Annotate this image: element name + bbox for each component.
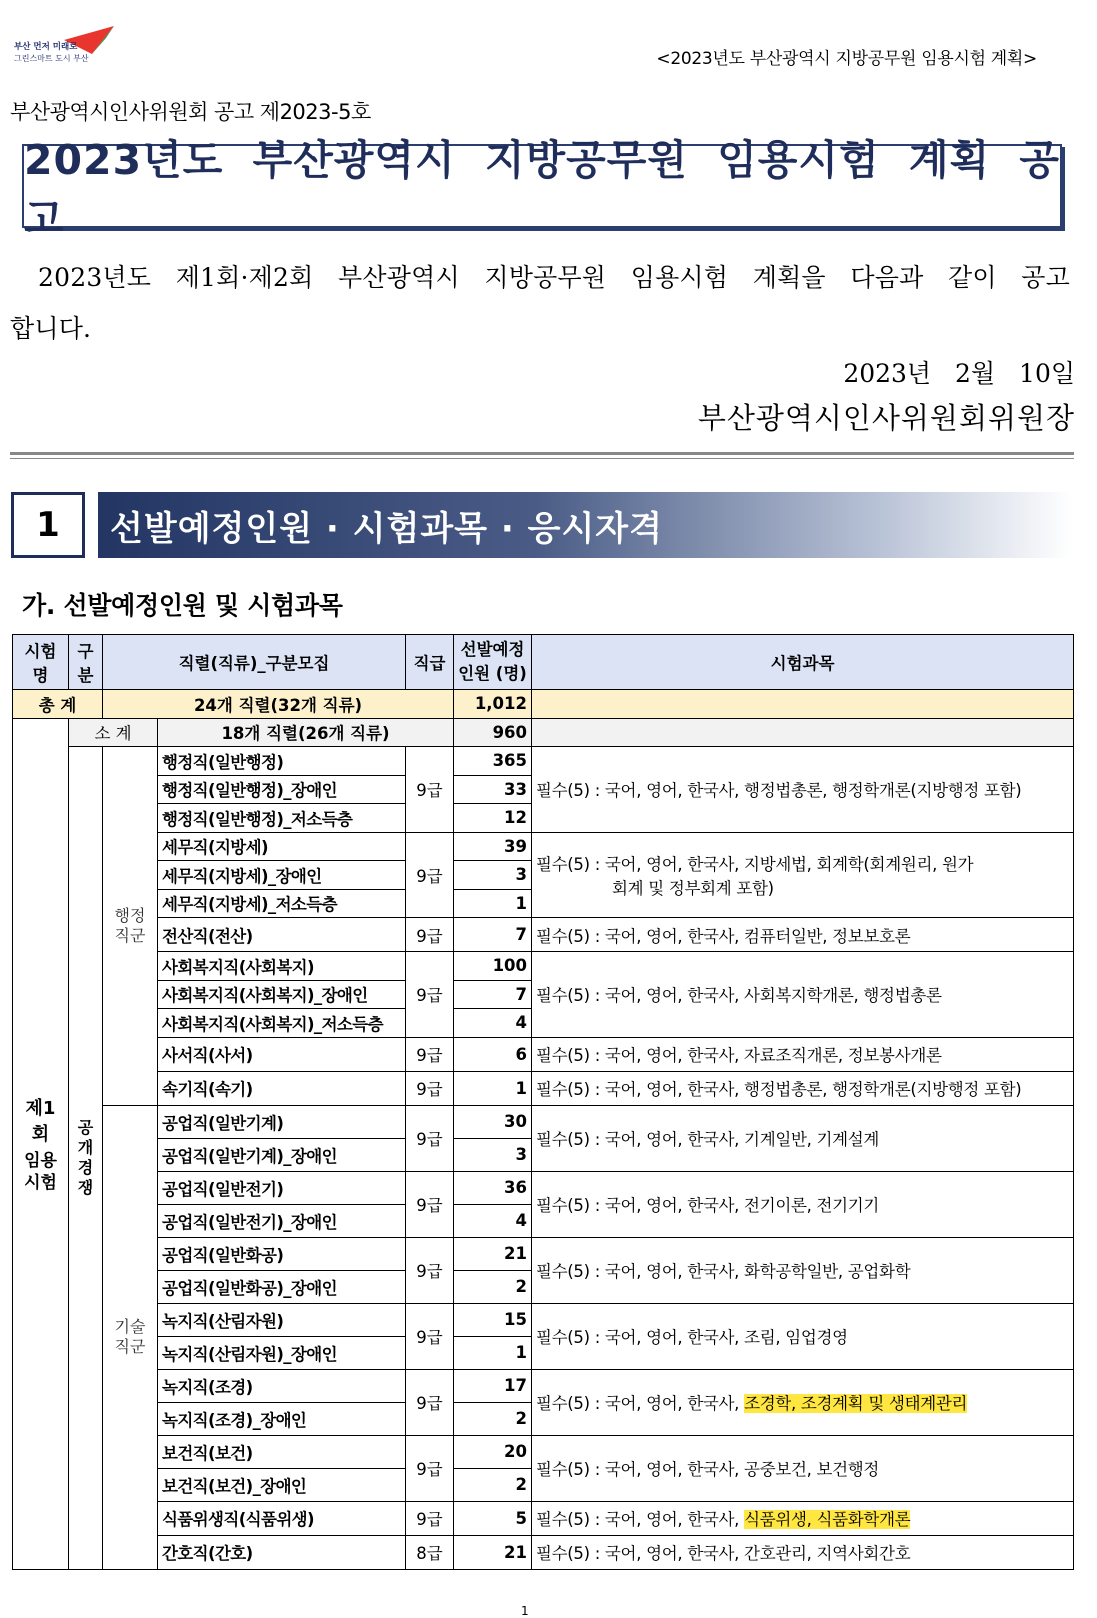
count-cell: 5	[454, 1501, 532, 1535]
position-cell: 사회복지직(사회복지)_장애인	[158, 980, 406, 1009]
subtotal-row	[13, 718, 1074, 747]
count-cell: 7	[454, 980, 532, 1009]
table-row	[13, 1237, 1074, 1270]
group-tech: 기술 직군	[103, 1105, 158, 1569]
subjects-cell: 필수(5) : 국어, 영어, 한국사, 자료조직개론, 정보봉사개론	[532, 1037, 1074, 1071]
group-admin: 행정 직군	[103, 747, 158, 1106]
position-cell: 공업직(일반화공)	[158, 1237, 406, 1270]
subjects-cell	[532, 832, 1074, 918]
position-cell: 행정직(일반행정)_장애인	[158, 775, 406, 804]
exam-name-rest: 임용 시험	[24, 1150, 57, 1193]
grade-cell: 9급	[406, 1171, 454, 1237]
count-cell: 4	[454, 1204, 532, 1237]
position-cell: 식품위생직(식품위생)	[158, 1501, 406, 1535]
title-box	[22, 136, 1062, 243]
position-cell: 간호직(간호)	[158, 1535, 406, 1569]
count-cell: 3	[454, 861, 532, 890]
grade-cell: 9급	[406, 832, 454, 918]
divider	[10, 452, 1074, 455]
grade-cell: 9급	[406, 952, 454, 1038]
exam-round: 제1회	[25, 1097, 56, 1145]
subjects-cell: 필수(5) : 국어, 영어, 한국사, 공중보건, 보건행정	[532, 1435, 1074, 1501]
subjects-cell: 필수(5) : 국어, 영어, 한국사, 행정법총론, 행정학개론(지방행정 포함)	[532, 1071, 1074, 1105]
position-cell: 녹지직(산림자원)_장애인	[158, 1336, 406, 1369]
subtotal-blank	[532, 718, 1074, 747]
grade-cell: 9급	[406, 918, 454, 952]
position-cell: 행정직(일반행정)	[158, 747, 406, 776]
col-position: 직렬(직류)_구분모집	[103, 635, 406, 690]
position-cell: 보건직(보건)	[158, 1435, 406, 1468]
intro-text: 2023년도 제1회·제2회 부산광역시 지방공무원 임용시험 계획을 다음과 같이 공고합니다.	[10, 263, 1070, 343]
total-row	[13, 690, 1074, 719]
notice-date: 2023년 2월 10일	[843, 359, 1075, 388]
count-cell: 1	[454, 1336, 532, 1369]
position-cell: 전산직(전산)	[158, 918, 406, 952]
count-cell: 2	[454, 1402, 532, 1435]
count-cell: 365	[454, 747, 532, 776]
count-cell: 21	[454, 1535, 532, 1569]
grade-cell: 9급	[406, 1105, 454, 1171]
grade-cell: 9급	[406, 1237, 454, 1303]
grade-cell: 9급	[406, 1369, 454, 1435]
subject-sep: ,	[806, 1510, 817, 1529]
subjects-cell: 필수(5) : 국어, 영어, 한국사, 화학공학일반, 공업화학	[532, 1237, 1074, 1303]
position-cell: 세무직(지방세)	[158, 832, 406, 861]
count-cell: 21	[454, 1237, 532, 1270]
logo-slogan: 부산 먼저 미래로	[14, 42, 78, 52]
position-cell: 사서직(사서)	[158, 1037, 406, 1071]
position-cell: 녹지직(조경)	[158, 1369, 406, 1402]
grade-cell: 9급	[406, 1071, 454, 1105]
subjects-cell	[532, 1501, 1074, 1535]
count-cell: 17	[454, 1369, 532, 1402]
logo-subslogan: 그린스마트 도시 부산	[14, 54, 89, 63]
position-cell: 공업직(일반기계)	[158, 1105, 406, 1138]
subject-sep: ,	[790, 1394, 801, 1413]
table-row	[13, 952, 1074, 981]
table-row	[13, 1037, 1074, 1071]
count-cell: 1	[454, 1071, 532, 1105]
position-cell: 속기직(속기)	[158, 1071, 406, 1105]
subjects-text: 필수(5) : 국어, 영어, 한국사, 지방세법, 회계학(회계원리, 원가	[536, 854, 974, 874]
table-row	[13, 1435, 1074, 1468]
col-count: 선발예정 인원 (명)	[454, 635, 532, 690]
grade-cell: 9급	[406, 1501, 454, 1535]
position-cell: 사회복지직(사회복지)	[158, 952, 406, 981]
count-cell: 39	[454, 832, 532, 861]
subsection-title: 가. 선발예정인원 및 시험과목	[22, 591, 343, 620]
recruitment-table	[12, 634, 1074, 1570]
position-cell: 공업직(일반기계)_장애인	[158, 1138, 406, 1171]
count-cell: 33	[454, 775, 532, 804]
subject-highlight: 식품화학개론	[816, 1510, 911, 1529]
count-cell: 12	[454, 804, 532, 833]
count-cell: 36	[454, 1171, 532, 1204]
position-cell: 녹지직(산림자원)	[158, 1303, 406, 1336]
position-cell: 공업직(일반전기)	[158, 1171, 406, 1204]
table-row	[13, 747, 1074, 776]
subject-highlight: 조경학	[744, 1394, 791, 1413]
section-band	[98, 492, 1072, 558]
subjects-cell: 필수(5) : 국어, 영어, 한국사, 행정법총론, 행정학개론(지방행정 포함)	[532, 747, 1074, 833]
count-cell: 2	[454, 1270, 532, 1303]
table-row	[13, 1105, 1074, 1138]
position-cell: 공업직(일반화공)_장애인	[158, 1270, 406, 1303]
subjects-text-cont: 회계 및 정부회계 포함)	[612, 878, 774, 898]
count-cell: 15	[454, 1303, 532, 1336]
subjects-text: 필수(5) : 국어, 영어, 한국사,	[536, 1394, 745, 1413]
section-number: 1	[11, 492, 85, 558]
count-cell: 30	[454, 1105, 532, 1138]
col-type: 구분	[69, 635, 103, 690]
grade-cell: 8급	[406, 1535, 454, 1569]
position-cell: 세무직(지방세)_저소득층	[158, 889, 406, 918]
col-subjects: 시험과목	[532, 635, 1074, 690]
table-row	[13, 1535, 1074, 1569]
subjects-cell: 필수(5) : 국어, 영어, 한국사, 간호관리, 지역사회간호	[532, 1535, 1074, 1569]
position-cell: 행정직(일반행정)_저소득층	[158, 804, 406, 833]
table-row	[13, 918, 1074, 952]
page-title: 2023년도 부산광역시 지방공무원 임용시험 계획 공고	[24, 136, 1060, 243]
type-open: 공개 경쟁	[69, 747, 103, 1570]
count-cell: 1	[454, 889, 532, 918]
subtotal-label: 소 계	[69, 718, 158, 747]
count-cell: 7	[454, 918, 532, 952]
table-row	[13, 1501, 1074, 1535]
position-cell: 공업직(일반전기)_장애인	[158, 1204, 406, 1237]
subjects-cell: 필수(5) : 국어, 영어, 한국사, 기계일반, 기계설계	[532, 1105, 1074, 1171]
total-desc: 24개 직렬(32개 직류)	[103, 690, 454, 719]
table-body	[13, 718, 1074, 1569]
subtotal-desc: 18개 직렬(26개 직류)	[158, 718, 454, 747]
col-exam: 시험명	[13, 635, 69, 690]
position-cell: 사회복지직(사회복지)_저소득층	[158, 1009, 406, 1038]
total-count: 1,012	[454, 690, 532, 719]
grade-cell: 9급	[406, 1435, 454, 1501]
exam-name	[13, 718, 69, 1569]
grade-cell: 9급	[406, 1037, 454, 1071]
position-cell: 세무직(지방세)_장애인	[158, 861, 406, 890]
position-cell: 보건직(보건)_장애인	[158, 1468, 406, 1501]
table-header-row	[13, 635, 1074, 690]
table-row	[13, 1369, 1074, 1402]
total-label: 총 계	[13, 690, 103, 719]
subject-highlight: 조경계획 및 생태계관리	[800, 1394, 968, 1413]
intro-paragraph	[10, 252, 1070, 354]
notice-number: 부산광역시인사위원회 공고 제2023-5호	[10, 100, 371, 124]
table-row	[13, 1303, 1074, 1336]
subtotal-count: 960	[454, 718, 532, 747]
divider-thin	[10, 458, 1074, 459]
count-cell: 2	[454, 1468, 532, 1501]
grade-cell: 9급	[406, 1303, 454, 1369]
table-row	[13, 1171, 1074, 1204]
count-cell: 6	[454, 1037, 532, 1071]
count-cell: 3	[454, 1138, 532, 1171]
subjects-cell	[532, 1369, 1074, 1435]
position-cell: 녹지직(조경)_장애인	[158, 1402, 406, 1435]
page-number: 1	[521, 1604, 529, 1618]
col-grade: 직급	[406, 635, 454, 690]
count-cell: 20	[454, 1435, 532, 1468]
busan-logo	[14, 26, 124, 72]
grade-cell: 9급	[406, 747, 454, 833]
table-row	[13, 1071, 1074, 1105]
subjects-text: 필수(5) : 국어, 영어, 한국사,	[536, 1510, 745, 1529]
subjects-cell: 필수(5) : 국어, 영어, 한국사, 조림, 임업경영	[532, 1303, 1074, 1369]
signer: 부산광역시인사위원회위원장	[697, 401, 1075, 435]
subjects-cell: 필수(5) : 국어, 영어, 한국사, 전기이론, 전기기기	[532, 1171, 1074, 1237]
subjects-cell: 필수(5) : 국어, 영어, 한국사, 사회복지학개론, 행정법총론	[532, 952, 1074, 1038]
document-label: <2023년도 부산광역시 지방공무원 임용시험 계획>	[656, 49, 1037, 69]
count-cell: 100	[454, 952, 532, 981]
table-row	[13, 832, 1074, 861]
section-title: 선발예정인원 · 시험과목 · 응시자격	[110, 508, 663, 549]
count-cell: 4	[454, 1009, 532, 1038]
subject-highlight: 식품위생	[744, 1510, 807, 1529]
subjects-cell: 필수(5) : 국어, 영어, 한국사, 컴퓨터일반, 정보보호론	[532, 918, 1074, 952]
